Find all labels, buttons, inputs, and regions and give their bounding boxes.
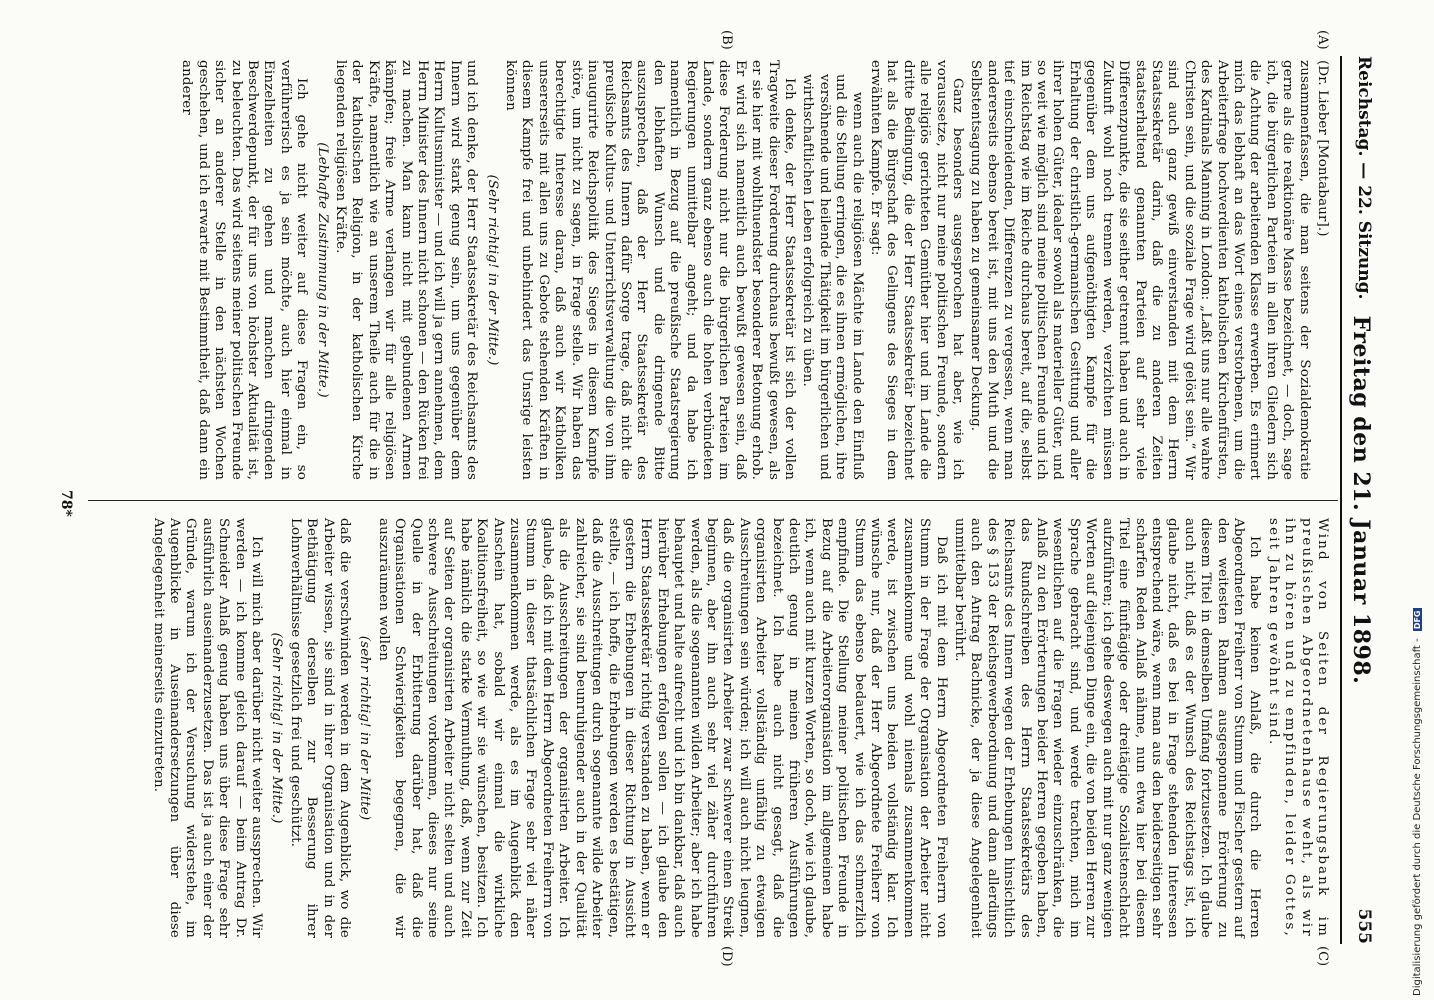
margin-marker-a: (A) bbox=[1315, 30, 1330, 50]
margin-marker-d: (D) bbox=[719, 946, 734, 967]
paragraph: Daß ich mit dem Herrn Abgeordneten Freiherrn von Stumm in der Frage der Organisation der Arbeiter nicht zusammenkomme und wohl niemals zusammenkommen werde, ist zwischen uns beiden vollständig klar. Ich wünsche nur, daß der Herr Abgeordnete Freiherr von Stumm das ebenso bedauert, wie ich das schmerzlich empfinde. Die Stellung meiner politischen Freunde in Bezug auf die Arbeiterorganisation im allgemeinen habe ich, wenn auch mit kurzen Worten, so doch, wie ich glaube, deutlich genug in meinen früheren Ausführungen bezeichnet. Ich habe auch nicht gesagt, daß die organisirten Arbeiter vollständig unfähig zu etwaigen Ausschreitungen sein würden; ich will auch nicht leugnen, daß die organisirten Arbeiter zwar schwerer einen Streik beginnen, aber ihn auch sehr viel zäher durchführen werden, als die sogenannten wilden Arbeiter; aber ich habe behauptet und halte aufrecht und ich bin dankbar, daß auch hierüber Erhebungen erfolgen sollen — ich glaube den Herrn Staatssekretär richtig verstanden zu haben, wenn er gestern die Erhebungen in dieser Richtung in Aussicht stellte, — ich hoffe, die Erhebungen werden es bestätigen, daß die Ausschreitungen durch sogenannte wilde Arbeiter zahlreicher, sie sind beunruhigender auch in der Qualität als die Ausschreitungen der organisirten Arbeiter. Ich glaube, daß ich mit dem Herrn Abgeordneten Freiherrn von Stumm in dieser thatsächlichen Frage sehr viel näher zusammenkommen werde, als es im Augenblick den Anschein hat, sobald wir einmal die wirkliche Koalitionsfreiheit, so wie wir sie wünschen, besitzen. Ich habe nämlich die starke Vermuthung, daß, wenn zur Zeit auf Seiten der organisirten Arbeiter nicht selten und auch schwere Ausschreitungen vorkommen, dieses nur seine Quelle in der Erbitterung darüber hat, daß die Organisationen Schwierigkeiten begegnen, die wir auszuräumen wollen bbox=[375, 518, 949, 938]
interjection: (Lebhafte Zustimmung in der Mitte.) bbox=[314, 142, 330, 398]
paragraph: Ganz besonders ausgesprochen hat aber, wie ich voraussetze, nicht nur meine politischen Freunde, sondern alle religiös gerichteten Gemüther hier und im Lande die dritte Bedingung, die der Herr Staatssekretär bezeichnet hat als die Bürgschaft des Gelingens des Sieges in dem erwähnten Kampfe. Er sagt: bbox=[868, 60, 966, 480]
column-divider bbox=[88, 500, 1338, 501]
digitization-credit bbox=[1412, 609, 1423, 997]
interjection: (sehr richtig! in der Mitte) bbox=[357, 635, 373, 821]
margin-marker-c: (C) bbox=[1315, 946, 1330, 967]
margin-marker-b: (B) bbox=[719, 30, 734, 50]
dfg-logo-icon: DFG bbox=[1412, 610, 1422, 630]
paragraph: zusammenfassen, die man seitens der Sozialdemokratie gerne als die reaktionäre Masse bezeichnet, — doch, sage ich, die bürgerlichen Parteien in allen ihren Gliedern sich die Achtung der arbeitenden Klasse erwerben. Es erinnert mich das lebhaft an das Wort eines verstorbenen, um die Arbeiterfrage hochverdienten katholischen Kirchenfürsten, des Kardinals Manning in London: „Laßt uns nur alle wahre Christen sein, und die soziale Frage wird gelöst sein.“ Wir sind auch ganz gewiß einverstanden mit dem Herrn Staatssekretär darin, daß die zu anderen Zeiten staatserhaltend genannten Parteien auf sehr viele Differenzpunkte, die sie seither getrennt haben und auch in Zukunft wohl noch trennen werden, verzichten müssen gegenüber dem uns aufgenöthigten Kampfe für die Erhaltung der christlich-germanischen Gesittung und aller ihrer hohen Güter, idealer sowohl als materieller Güter, und so weit wie möglich sind meine politischen Freunde und ich im Reichstag wie im Reiche durchaus bereit, auf die, selbst tief einschneidenden, Differenzen zu vergessen, wenn man andererseits ebenso bereit ist, mit uns den Muth und die Selbstentsagung zu haben zu gemeinsamer Deckung. bbox=[968, 60, 1312, 480]
speaker-label: (Dr. Lieber [Montabaur].) bbox=[1315, 60, 1330, 237]
paragraph: Ich habe keinen Anlaß, die durch die Herren Abgeordneten Freiherr von Stumm und Fischer gestern auf den weitesten Rahmen ausgesponnene Erörterung zu diesem Titel in demselben Umfang fortzusetzen. Ich glaube auch nicht, daß es der Wunsch des Reichstags ist, ich glaube nicht, daß es bei in Frage stehenden Interessen entsprechend wäre, wenn man aus den beiderseitigen sehr scharfen Reden Anlaß nähme, nun etwa hier bei diesem Titel eine fünftägige oder dreitägige Sozialistenschlacht aufzuführen; ich gehe deswegen auch mit nur ganz wenigen Worten auf diejenigen Dinge ein, die von beiden Herren zur Sprache gebracht sind, und werde trachten, mich im wesentlichen auf die Fragen wieder einzuschränken, die Anlaß zu den Erörterungen beider Herren gegeben haben, das Rundschreiben des Herrn Staatssekretärs des Reichsamts des Innern wegen der Erhebungen hinsichtlich des § 153 der Reichsgewerbeordnung und dann allerdings auch den Antrag Bachnicke, der ja diese Angelegenheit unmittelbar berührt. bbox=[952, 518, 1263, 938]
paragraph: und ich denke, der Herr Staatssekretär des Reichsamts des Innern wird stark genug sein, um uns gegenüber dem Herrn Kultusminister — und ich will ja gern annehmen, dem Herrn Minister des Innern nicht schonen — den Rücken frei zu machen. Man kann nicht mit gebundenen Armen kämpfen; freie Arme verlangen wir für alle religiösen Kräfte, namentlich wie an unserem Theile auch für die in der katholischen Religion, in der katholischen Kirche liegenden religiösen Kräfte. bbox=[333, 60, 480, 480]
header-date: Freitag den 21. Januar 1898. bbox=[1348, 315, 1374, 685]
quoted-paragraph: wenn auch die religiösen Mächte im Lande den Einfluß und die Stellung erringen, die es ihnen ermöglichen, ihre versöhnende und heilende Thätigkeit im bürgerlichen und wirthschaftlichen Leben erfolgreich zu üben. bbox=[800, 74, 865, 480]
page-header bbox=[1340, 56, 1382, 944]
credit-text: Digitalisierung gefördert durch die Deutsche Forschungsgemeinschaft - bbox=[1412, 638, 1423, 996]
paragraph: daß die verschwinden werden in dem Augenblick, wo die Arbeiter wissen, sie sind in ihrer Organisation und in der Bethätigung derselben zur Besserung ihrer Lohnverhältnisse gesetzlich frei und geschützt. bbox=[287, 518, 353, 938]
paragraph: Ich will mich aber darüber nicht weiter aussprechen. Wir werden — ich komme gleich darauf — beim Antrag Dr. Schneider Anlaß genug haben uns über diese Frage sehr ausführlich auseinanderzusetzen. Das ist ja auch einer der Gründe, warum ich der Versuchung widerstehe, im Augenblicke in Auseinandersetzungen über diese Angelegenheit meinerseits einzutreten. bbox=[150, 518, 264, 938]
right-column bbox=[147, 518, 1330, 938]
page-footer-number: 78* bbox=[58, 490, 74, 517]
left-column bbox=[176, 60, 1330, 480]
paragraph: Ich denke, der Herr Staatssekretär ist sich der vollen Tragweite dieser Forderung durchaus bewußt gewesen, als er sie hier mit wohlthuendster besonderer Betonung erhob. Er wird sich namentlich auch bewußt gewesen sein, daß diese Forderung nicht nur die bürgerlichen Parteien im Lande, sondern ganz ebenso auch die hohen verbündeten Regierungen unmittelbar angeht; und da habe ich namentlich in Bezug auf die preußische Staatsregierung den lebhaften Wunsch und die dringende Bitte auszusprechen, daß der Herr Staatssekretär des Reichsamts des Innern dafür Sorge trage, daß nicht die preußische Kultus- und Unterrichtsverwaltung die von ihm inaugurirte Reichspolitik des Sieges in diesem Kampfe störe, um nicht zu sagen, in Frage stelle. Wir haben das berechtigte Interesse daran, daß auch wir Katholiken unsererseits mit allen uns zu Gebote stehenden Kräften in diesem Kampfe frei und unbehindert das Unsrige leisten können bbox=[503, 60, 797, 480]
paragraph: Ich gehe nicht weiter auf diese Fragen ein, so verführerisch es ja sein möchte, auch hier einmal in Einzelheiten zu gehen und manchen dringenden Beschwerdepunkt, der für uns von höchster Aktualität ist, zu beleuchten. Das wird seitens meiner politischen Freunde sicher an anderer Stelle in den nächsten Wochen geschehen, und ich erwarte mit Bestimmtheit, daß dann ein anderer bbox=[179, 60, 310, 480]
interjection: (Sehr richtig! in der Mitte.) bbox=[484, 174, 500, 366]
paragraph: Wind von Seiten der Regierungsbank im preußischen Abgeordnetenhause weht, als wir ihn zu hören und zu empfinden, leider Gottes, seit Jahren gewöhnt sind. bbox=[1265, 518, 1330, 938]
header-page-number: 555 bbox=[1354, 908, 1374, 944]
header-left: Reichstag. — 22. Sitzung. bbox=[1354, 56, 1374, 300]
interjection: (Sehr richtig! in der Mitte.) bbox=[269, 632, 285, 824]
